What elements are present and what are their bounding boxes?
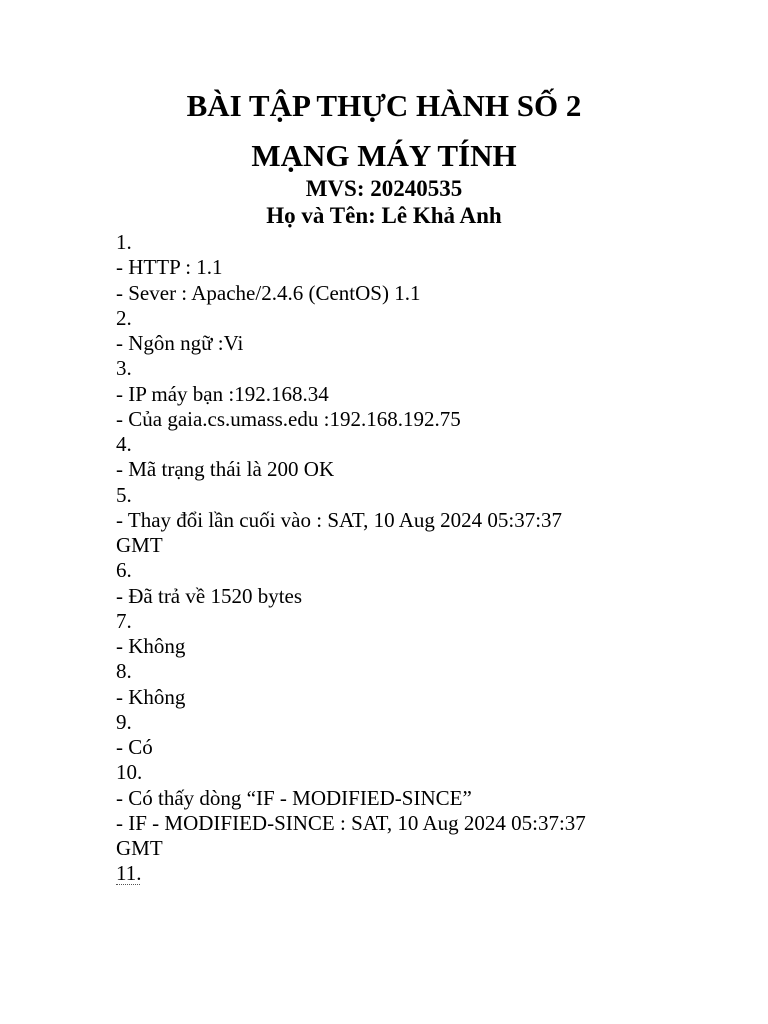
answer-line: - Có: [116, 735, 153, 759]
answer-line: - Của gaia.cs.umass.edu :192.168.192.75: [116, 406, 461, 431]
answer-line: 4.: [116, 432, 132, 456]
answer-line: 8.: [116, 659, 132, 684]
answer-line: - Mã trạng thái là 200 OK: [116, 457, 335, 482]
answer-line: - IF - MODIFIED-SINCE : SAT, 10 Aug 2024 05:37:37: [116, 810, 586, 835]
answer-line: - Không: [116, 634, 186, 658]
answer-line: 3.: [116, 356, 132, 381]
answer-line: - Ngôn ngữ :Vi: [116, 331, 244, 355]
answer-line: GMT: [116, 836, 163, 860]
answer-line: GMT: [116, 533, 163, 557]
answer-line: 9.: [116, 709, 132, 734]
answer-line: - IP máy bạn :192.168.34: [116, 381, 329, 406]
answer-line: 11.: [116, 861, 142, 886]
answer-line: - Có thấy dòng “IF - MODIFIED-SINCE”: [116, 785, 472, 810]
student-name: Họ và Tên: Lê Khả Anh: [266, 203, 502, 228]
answer-line: - HTTP : 1.1: [116, 255, 223, 280]
document-subtitle: MẠNG MÁY TÍNH: [251, 138, 517, 173]
student-id: MVS: 20240535: [305, 176, 463, 201]
answer-line: 1.: [116, 230, 132, 254]
answer-line: - Không: [116, 684, 186, 709]
answer-line: - Sever : Apache/2.4.6 (CentOS) 1.1: [116, 280, 421, 305]
answer-line: 6.: [116, 558, 132, 583]
page-cut-marker: [116, 884, 140, 885]
answer-line: 2.: [116, 305, 132, 330]
answer-line: 5.: [116, 482, 132, 507]
answer-line: 7.: [116, 608, 132, 633]
answer-line: 10.: [116, 760, 143, 785]
document-title: BÀI TẬP THỰC HÀNH SỐ 2: [186, 88, 582, 123]
answer-line: - Đã trả về 1520 bytes: [116, 583, 303, 608]
answer-list: [116, 230, 656, 887]
answer-line: - Thay đổi lần cuối vào : SAT, 10 Aug 2024 05:37:37: [116, 507, 563, 532]
